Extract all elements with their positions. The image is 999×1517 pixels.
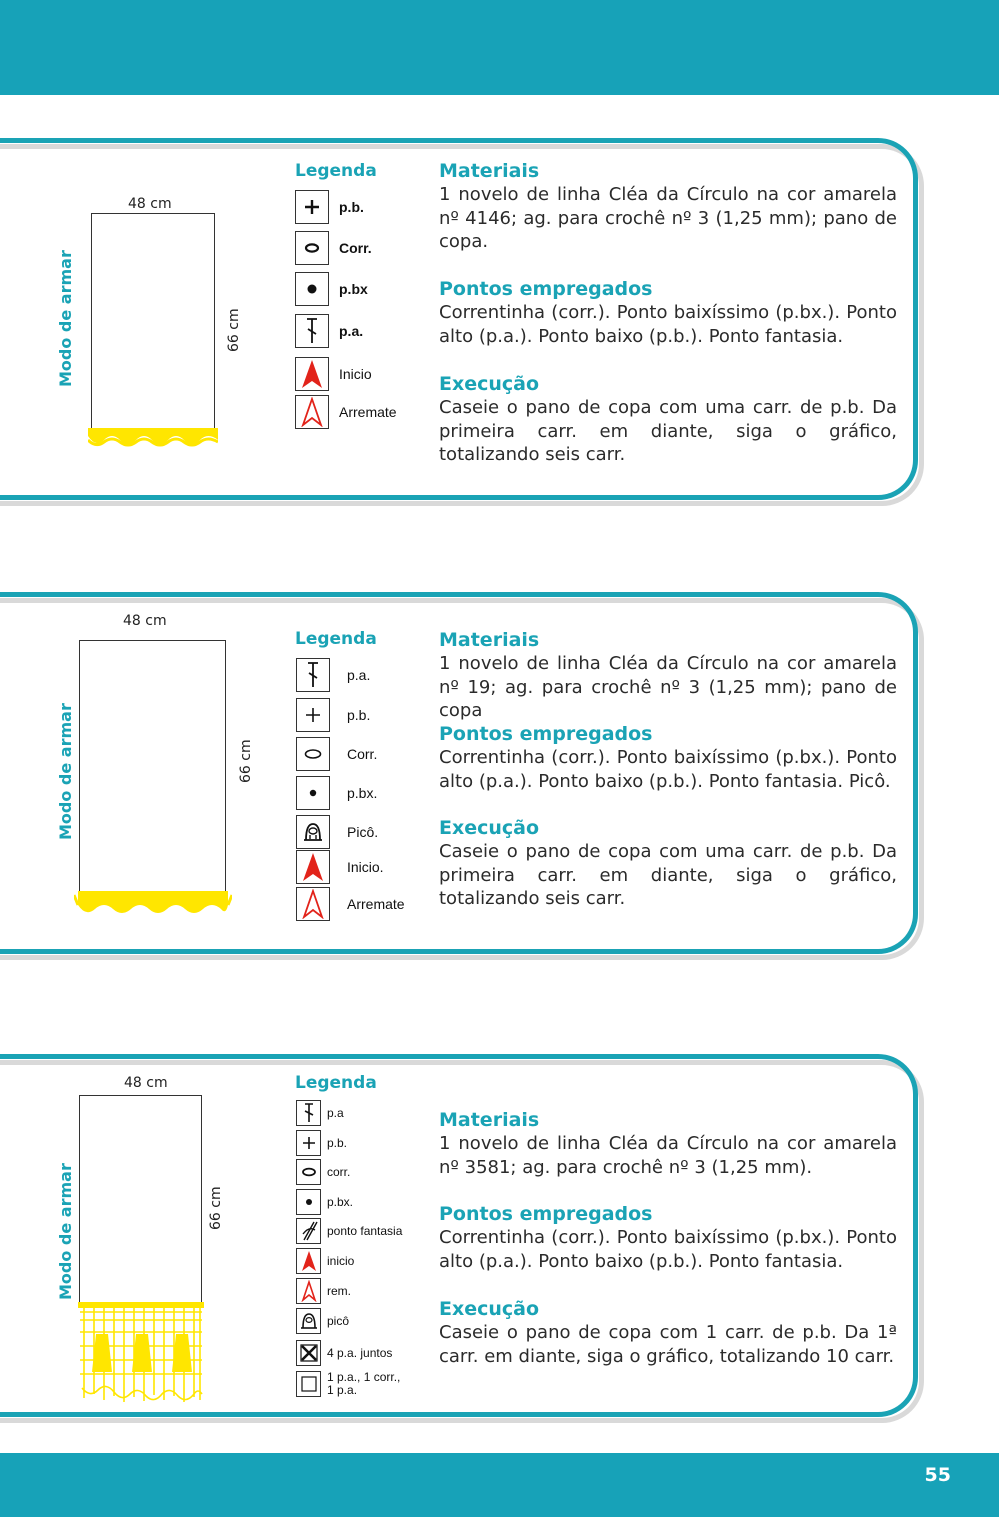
execucao-text: Caseie o pano de copa com 1 carr. de p.b. Da 1ª carr. em diante, siga o gráfico, totalizando 10 carr. bbox=[439, 1322, 897, 1367]
pontos-title: Pontos empregados bbox=[439, 1203, 653, 1225]
legend-item bbox=[295, 231, 372, 265]
legend-label: p.a. bbox=[347, 667, 371, 683]
legend-label: Corr. bbox=[339, 240, 372, 256]
height-dimension: 66 cm bbox=[226, 308, 242, 352]
legend-item bbox=[296, 698, 370, 732]
width-dimension: 48 cm bbox=[128, 196, 172, 212]
dot-icon bbox=[296, 1189, 321, 1215]
towel-outline bbox=[91, 213, 215, 429]
legend-label: Corr. bbox=[347, 746, 378, 762]
materiais-title: Materiais bbox=[439, 629, 540, 651]
outline-arrow-icon bbox=[296, 1278, 321, 1304]
legend-label: corr. bbox=[327, 1165, 351, 1179]
modo-de-armar-label: Modo de armar bbox=[56, 1163, 75, 1300]
legend-label: picô bbox=[327, 1314, 350, 1328]
footer-band bbox=[0, 1453, 999, 1517]
height-dimension: 66 cm bbox=[238, 739, 254, 783]
width-dimension: 48 cm bbox=[123, 613, 167, 629]
lace-fringe bbox=[78, 1302, 204, 1406]
pontos-section bbox=[439, 1203, 897, 1273]
materiais-title: Materiais bbox=[439, 160, 540, 182]
tall-stitch-icon bbox=[296, 1100, 321, 1126]
legend-label: 1 p.a., 1 corr., 1 p.a. bbox=[327, 1370, 401, 1397]
filled-arrow-icon bbox=[295, 357, 329, 391]
legend-item bbox=[296, 658, 370, 692]
pontos-title: Pontos empregados bbox=[439, 723, 653, 745]
outline-arrow-icon bbox=[295, 395, 329, 429]
pontos-text: Correntinha (corr.). Ponto baixíssimo (p.bx.). Ponto alto (p.a.). Ponto baixo (p.b.). Ponto fantasia. Picô. bbox=[439, 747, 897, 792]
lace-border bbox=[74, 891, 232, 917]
legend-item bbox=[296, 1278, 351, 1304]
legend-item bbox=[296, 815, 378, 849]
legend-label: p.a. bbox=[339, 323, 364, 339]
legend-item bbox=[296, 737, 377, 771]
oval-icon bbox=[296, 1159, 321, 1185]
tall-stitch-icon bbox=[296, 658, 330, 692]
legend-label: p.b. bbox=[339, 199, 364, 215]
plus-icon bbox=[296, 698, 330, 732]
legend-item bbox=[295, 190, 364, 224]
legend-label: ponto fantasia bbox=[327, 1224, 403, 1238]
legend-item bbox=[296, 1308, 349, 1334]
filled-arrow-icon bbox=[296, 1248, 321, 1274]
legend-item bbox=[296, 887, 405, 921]
execucao-title: Execução bbox=[439, 1298, 540, 1320]
legend-label: Inicio bbox=[339, 366, 372, 382]
towel-outline bbox=[79, 640, 226, 895]
legend-label: rem. bbox=[327, 1284, 351, 1298]
execucao-text: Caseie o pano de copa com uma carr. de p.b. Da primeira carr. em diante, siga o gráfico, totalizando seis carr. bbox=[439, 397, 897, 465]
legend-item bbox=[296, 1340, 392, 1366]
modo-de-armar-label: Modo de armar bbox=[56, 703, 75, 840]
towel-outline bbox=[79, 1095, 202, 1305]
execucao-title: Execução bbox=[439, 817, 540, 839]
pico-icon bbox=[296, 815, 330, 849]
legend-item bbox=[296, 1248, 354, 1274]
legend-item bbox=[296, 1159, 350, 1185]
top-header-band bbox=[0, 0, 999, 95]
pico-icon bbox=[296, 1308, 321, 1334]
oval-icon bbox=[295, 231, 329, 265]
outline-arrow-icon bbox=[296, 887, 330, 921]
execucao-section bbox=[439, 373, 897, 467]
legend-label: Inicio. bbox=[347, 859, 384, 875]
legend-item bbox=[296, 850, 384, 884]
execucao-section bbox=[439, 817, 897, 911]
legend-item bbox=[296, 1130, 347, 1156]
legend-label: 4 p.a. juntos bbox=[327, 1346, 393, 1360]
legend-item bbox=[296, 1100, 344, 1126]
legend-label: p.b. bbox=[347, 707, 371, 723]
materiais-section bbox=[439, 1109, 897, 1179]
legend-item bbox=[296, 1218, 402, 1244]
tall-stitch-icon bbox=[295, 314, 329, 348]
legend-item bbox=[296, 1371, 405, 1397]
width-dimension: 48 cm bbox=[124, 1075, 168, 1091]
height-dimension: 66 cm bbox=[208, 1186, 224, 1230]
crossed-box-icon bbox=[296, 1340, 321, 1366]
legend-label: p.a bbox=[327, 1106, 344, 1120]
legend-item bbox=[295, 314, 363, 348]
materiais-text: 1 novelo de linha Cléa da Círculo na cor amarela nº 3581; ag. para crochê nº 3 (1,25 mm). bbox=[439, 1133, 897, 1178]
legend-label: Arremate bbox=[347, 896, 405, 912]
oval-icon bbox=[296, 737, 330, 771]
legend-label: Arremate bbox=[339, 404, 397, 420]
legend-item bbox=[295, 272, 368, 306]
pontos-title: Pontos empregados bbox=[439, 278, 653, 300]
legend-title: Legenda bbox=[295, 629, 377, 649]
pontos-section bbox=[439, 723, 897, 793]
materiais-section bbox=[439, 629, 897, 723]
execucao-text: Caseie o pano de copa com uma carr. de p.b. Da primeira carr. em diante, siga o gráfico, totalizando seis carr. bbox=[439, 841, 897, 909]
legend-label: Picô. bbox=[347, 824, 379, 840]
dot-icon bbox=[296, 776, 330, 810]
legend-label: inicio bbox=[327, 1254, 355, 1268]
legend-item bbox=[296, 776, 377, 810]
materiais-text: 1 novelo de linha Cléa da Círculo na cor amarela nº 19; ag. para crochê nº 3 (1,25 mm); pano de copa bbox=[439, 653, 897, 721]
page-number: 55 bbox=[924, 1464, 951, 1486]
plus-icon bbox=[295, 190, 329, 224]
execucao-title: Execução bbox=[439, 373, 540, 395]
legend-label: p.bx. bbox=[347, 785, 378, 801]
empty-box-icon bbox=[296, 1371, 321, 1397]
materiais-text: 1 novelo de linha Cléa da Círculo na cor amarela nº 4146; ag. para crochê nº 3 (1,25 mm); pano de copa. bbox=[439, 184, 897, 252]
legend-title: Legenda bbox=[295, 1073, 377, 1093]
modo-de-armar-label: Modo de armar bbox=[56, 250, 75, 387]
pontos-section bbox=[439, 278, 897, 348]
legend-item bbox=[295, 395, 397, 429]
materiais-section bbox=[439, 160, 897, 254]
execucao-section bbox=[439, 1298, 897, 1368]
plus-icon bbox=[296, 1130, 321, 1156]
legend-label: p.bx. bbox=[327, 1195, 354, 1209]
legend-item bbox=[295, 357, 372, 391]
pontos-text: Correntinha (corr.). Ponto baixíssimo (p.bx.). Ponto alto (p.a.). Ponto baixo (p.b.). Ponto fantasia. bbox=[439, 1227, 897, 1272]
materiais-title: Materiais bbox=[439, 1109, 540, 1131]
filled-arrow-icon bbox=[296, 850, 330, 884]
dot-icon bbox=[295, 272, 329, 306]
legend-label: p.bx bbox=[339, 281, 368, 297]
legend-title: Legenda bbox=[295, 161, 377, 181]
fancy-stitch-icon bbox=[296, 1218, 321, 1244]
lace-border bbox=[88, 428, 218, 448]
legend-item bbox=[296, 1189, 353, 1215]
legend-label: p.b. bbox=[327, 1136, 348, 1150]
pontos-text: Correntinha (corr.). Ponto baixíssimo (p.bx.). Ponto alto (p.a.). Ponto baixo (p.b.). Ponto fantasia. bbox=[439, 302, 897, 347]
